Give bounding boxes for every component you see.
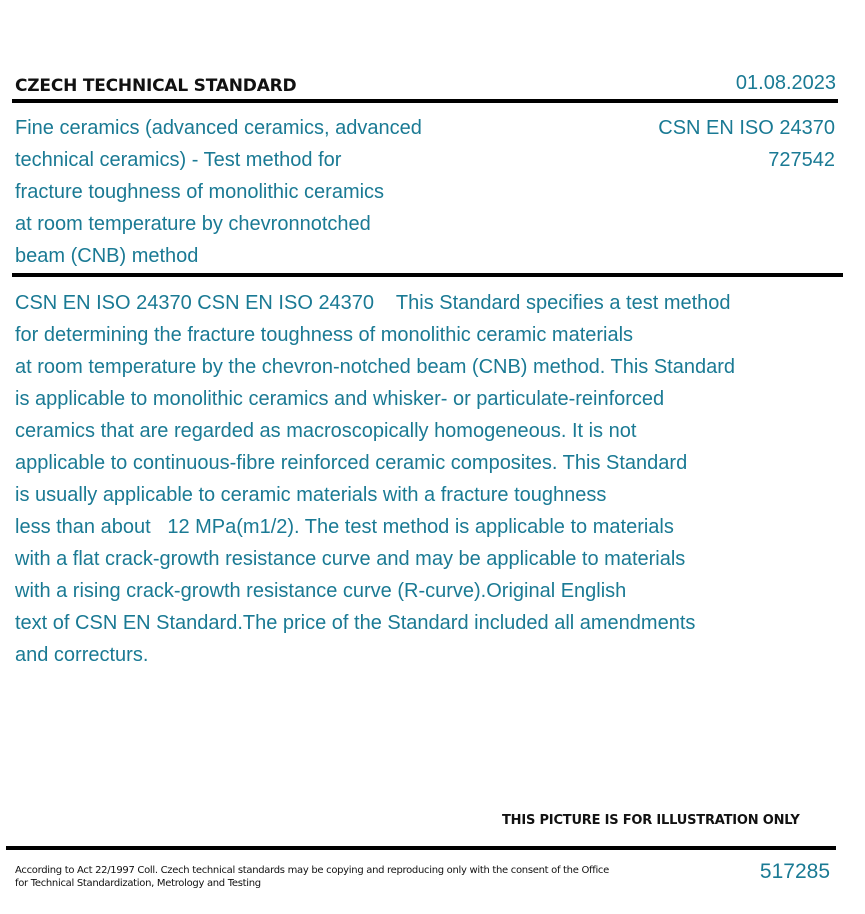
legal-notice-line: According to Act 22/1997 Coll. Czech technical standards may be copying and reproducing only with the consent of the Office xyxy=(15,865,609,876)
standard-identifiers xyxy=(658,112,835,176)
description-line: applicable to continuous-fibre reinforced ceramic composites. This Standard xyxy=(15,452,688,474)
standard-title-line: at room temperature by chevronnotched xyxy=(15,213,371,235)
header-divider xyxy=(12,99,838,103)
publication-date: 01.08.2023 xyxy=(735,72,836,94)
legal-notice xyxy=(15,864,609,890)
description-line: at room temperature by the chevron-notched beam (CNB) method. This Standard xyxy=(15,356,735,378)
description-line: is applicable to monolithic ceramics and whisker- or particulate-reinforced xyxy=(15,388,665,410)
title-divider xyxy=(12,273,843,277)
footer-divider xyxy=(6,846,836,850)
description-line: less than about 12 MPa(m1/2). The test method is applicable to materials xyxy=(15,516,674,538)
description-line: CSN EN ISO 24370 CSN EN ISO 24370 This Standard specifies a test method xyxy=(15,292,731,314)
standard-title xyxy=(15,112,485,272)
description-line: ceramics that are regarded as macroscopically homogeneous. It is not xyxy=(15,420,637,442)
standard-title-line: Fine ceramics (advanced ceramics, advanced xyxy=(15,117,422,139)
illustration-note: THIS PICTURE IS FOR ILLUSTRATION ONLY xyxy=(502,813,800,828)
description-line: with a rising crack-growth resistance curve (R-curve).Original English xyxy=(15,580,627,602)
description-line: is usually applicable to ceramic materials with a fracture toughness xyxy=(15,484,607,506)
standard-code: CSN EN ISO 24370 xyxy=(658,117,835,139)
standard-title-line: fracture toughness of monolithic ceramics xyxy=(15,181,385,203)
description-line: with a flat crack-growth resistance curve and may be applicable to materials xyxy=(15,548,686,570)
description-line: and correcturs. xyxy=(15,644,149,666)
standard-description xyxy=(15,287,815,671)
legal-notice-line: for Technical Standardization, Metrology and Testing xyxy=(15,878,261,889)
catalog-number: 727542 xyxy=(768,149,835,171)
standard-title-line: technical ceramics) - Test method for xyxy=(15,149,342,171)
document-header-title: CZECH TECHNICAL STANDARD xyxy=(15,76,297,96)
description-line: for determining the fracture toughness of monolithic ceramic materials xyxy=(15,324,634,346)
standard-title-line: beam (CNB) method xyxy=(15,245,199,267)
description-line: text of CSN EN Standard.The price of the Standard included all amendments xyxy=(15,612,696,634)
document-number: 517285 xyxy=(759,860,830,883)
